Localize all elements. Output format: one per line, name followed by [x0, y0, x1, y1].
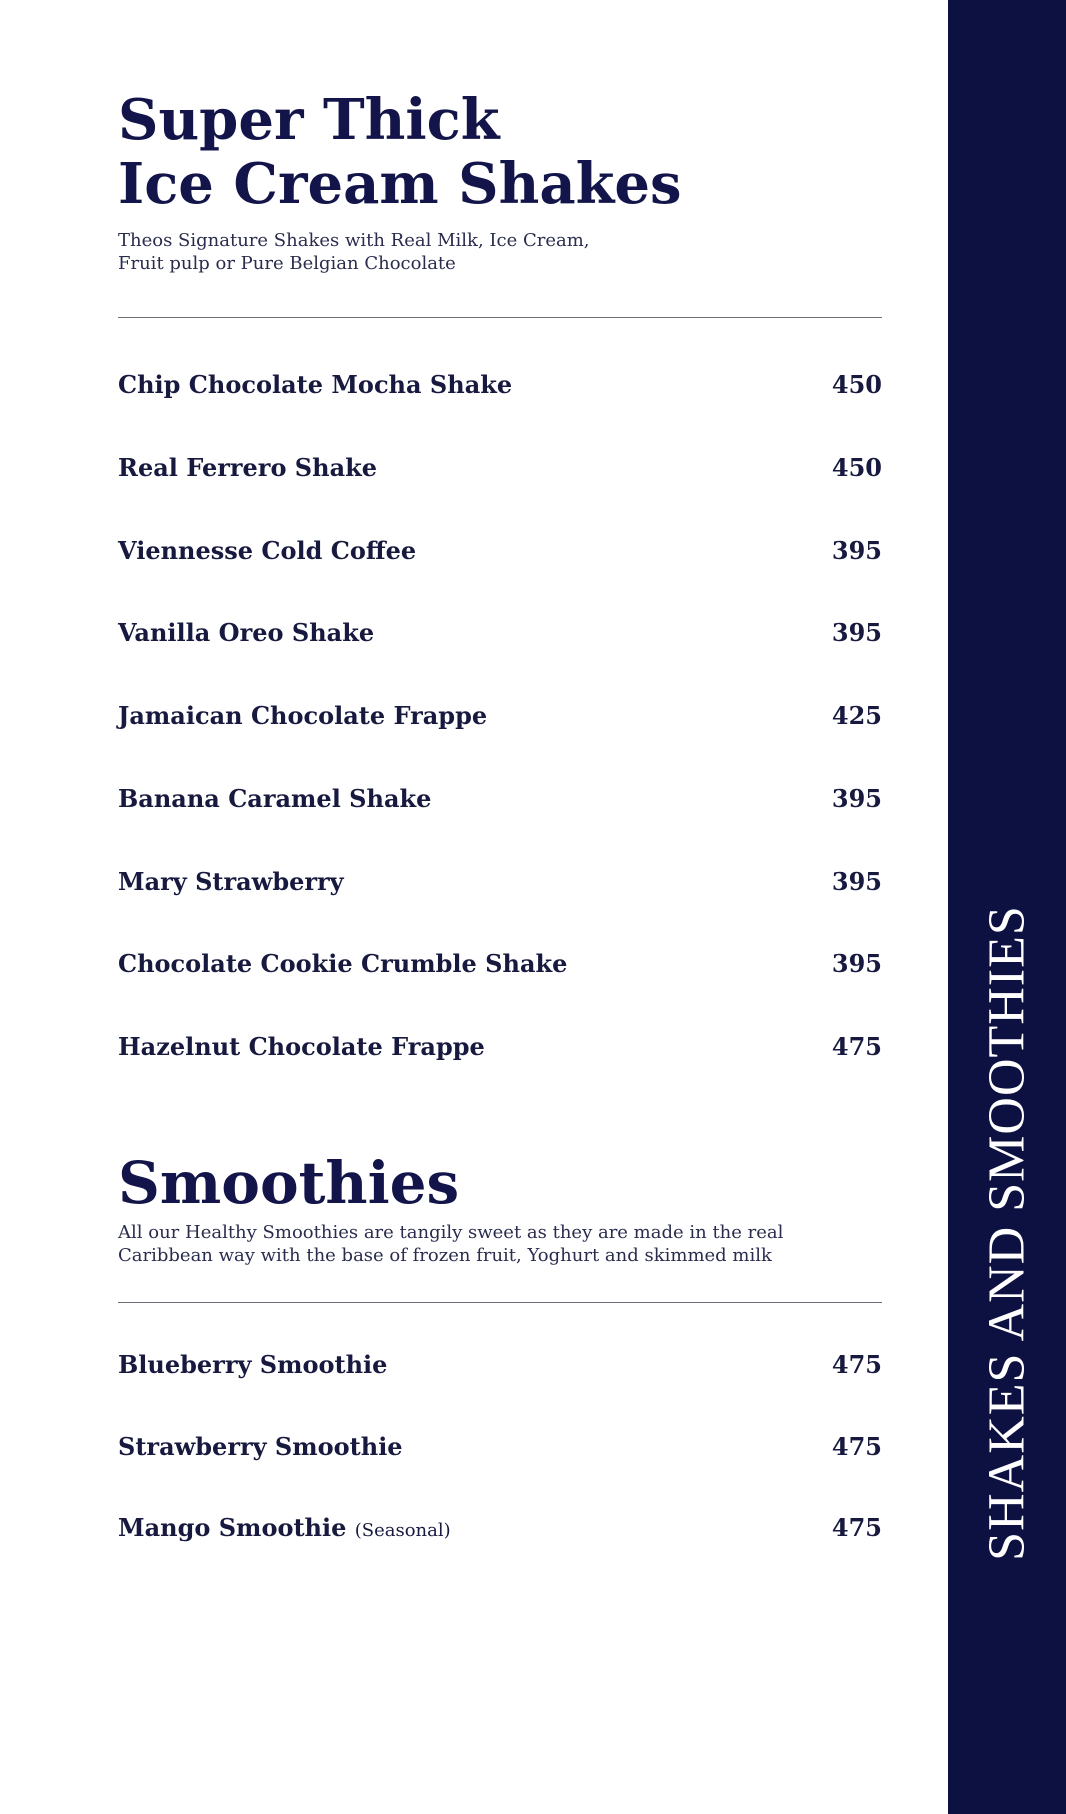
shakes-description-line-1: Theos Signature Shakes with Real Milk, Ice Cream, — [118, 230, 590, 251]
side-band-label: SHAKES AND SMOOTHIES — [978, 905, 1036, 1561]
menu-item-price: 475 — [831, 1350, 882, 1379]
shakes-description-line-2: Fruit pulp or Pure Belgian Chocolate — [118, 253, 456, 274]
menu-item — [118, 1027, 882, 1067]
menu-item-price: 450 — [831, 453, 882, 482]
menu-item — [118, 1345, 882, 1385]
shakes-divider — [118, 317, 882, 318]
menu-item — [118, 448, 882, 488]
menu-item — [118, 779, 882, 819]
menu-item-name: Mary Strawberry — [118, 867, 344, 896]
menu-item-price: 450 — [831, 370, 882, 399]
menu-item-price: 395 — [831, 618, 882, 647]
menu-item — [118, 1427, 882, 1467]
menu-item-note: (Seasonal) — [354, 1520, 451, 1541]
smoothies-description-line-2: Caribbean way with the base of frozen fruit, Yoghurt and skimmed milk — [118, 1245, 772, 1266]
smoothies-description — [118, 1221, 783, 1267]
menu-item — [118, 944, 882, 984]
smoothies-description-line-1: All our Healthy Smoothies are tangily sweet as they are made in the real — [118, 1222, 784, 1243]
menu-item-price: 475 — [831, 1513, 882, 1542]
menu-item-name: Jamaican Chocolate Frappe — [118, 701, 488, 730]
menu-item-price: 395 — [831, 536, 882, 565]
menu-item-name-group — [118, 1508, 451, 1551]
menu-item — [118, 696, 882, 736]
menu-item — [118, 1508, 882, 1548]
menu-item — [118, 365, 882, 405]
menu-item-name: Real Ferrero Shake — [118, 453, 378, 482]
smoothies-divider — [118, 1302, 882, 1303]
menu-item-name: Blueberry Smoothie — [118, 1350, 388, 1379]
menu-item-name: Chocolate Cookie Crumble Shake — [118, 949, 568, 978]
menu-item-name: Viennesse Cold Coffee — [118, 536, 417, 565]
menu-item-price: 395 — [831, 949, 882, 978]
menu-item-name: Mango Smoothie — [118, 1513, 347, 1542]
menu-item-price: 475 — [831, 1032, 882, 1061]
menu-item-price: 395 — [831, 867, 882, 896]
menu-item-name: Hazelnut Chocolate Frappe — [118, 1032, 485, 1061]
shakes-title-line-2: Ice Cream Shakes — [118, 151, 682, 217]
menu-item-price: 395 — [831, 784, 882, 813]
side-band — [948, 0, 1066, 1814]
menu-item — [118, 862, 882, 902]
menu-item-price: 425 — [831, 701, 882, 730]
menu-item-price: 475 — [831, 1432, 882, 1461]
shakes-title-line-1: Super Thick — [118, 87, 500, 153]
shakes-title — [118, 88, 682, 216]
smoothies-title: Smoothies — [118, 1149, 460, 1217]
menu-item — [118, 613, 882, 653]
menu-item — [118, 531, 882, 571]
menu-item-name: Chip Chocolate Mocha Shake — [118, 370, 513, 399]
menu-item-name: Banana Caramel Shake — [118, 784, 432, 813]
shakes-description — [118, 229, 590, 275]
menu-item-name: Vanilla Oreo Shake — [118, 618, 375, 647]
menu-item-name: Strawberry Smoothie — [118, 1432, 403, 1461]
